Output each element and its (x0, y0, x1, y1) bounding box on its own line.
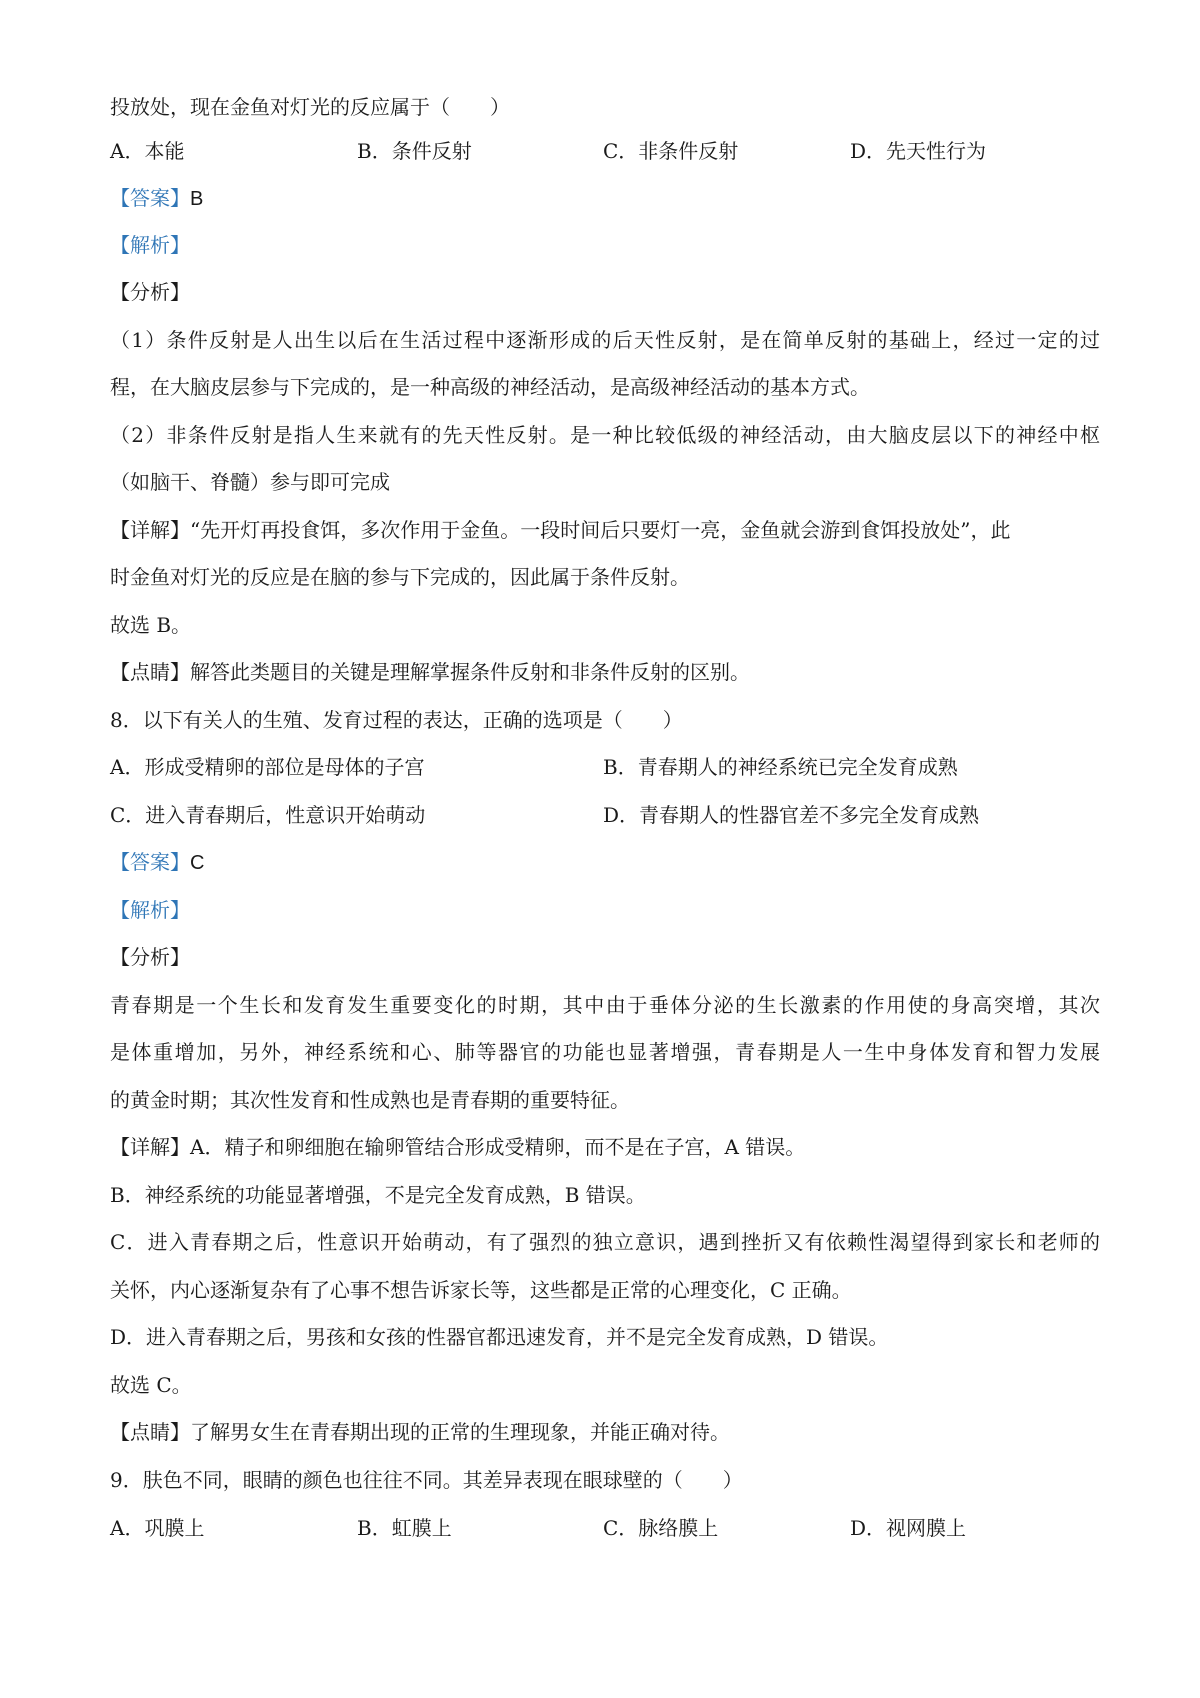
q7-option-a: A．本能 (110, 139, 185, 163)
q7-analysis-tag: 【解析】 (110, 233, 190, 257)
q8-fenxi-line: 是体重增加，另外，神经系统和心、肺等器官的功能也显著增强，青春期是人一生中身体发育和智力发展 (110, 1040, 1100, 1064)
q8-detail-line: B．神经系统的功能显著增强，不是完全发育成熟，B 错误。 (110, 1183, 646, 1207)
answer-value: C (190, 852, 205, 874)
q8-fenxi-line: 青春期是一个生长和发育发生重要变化的时期，其中由于垂体分泌的生长激素的作用使的身高突增，其次 (110, 993, 1100, 1017)
q9-stem: 9．肤色不同，眼睛的颜色也往往不同。其差异表现在眼球壁的（ ） (110, 1468, 743, 1492)
q7-choose: 故选 B。 (110, 613, 192, 637)
dianjing-tag: 【点睛】 (110, 1420, 190, 1444)
q8-stem: 8．以下有关人的生殖、发育过程的表达，正确的选项是（ ） (110, 708, 683, 732)
q8-detail (110, 1133, 1100, 1161)
q7-detail-line: 时金鱼对灯光的反应是在脑的参与下完成的，因此属于条件反射。 (110, 565, 690, 589)
q7-fenxi-line: （如脑干、脊髓）参与即可完成 (110, 470, 390, 494)
q8-fenxi-tag: 【分析】 (110, 945, 190, 969)
q7-dianjing (110, 658, 1100, 686)
q7-option-c: C．非条件反射 (603, 139, 739, 163)
q8-choose: 故选 C。 (110, 1373, 192, 1397)
dianjing-tag: 【点睛】 (110, 660, 190, 684)
q7-fenxi-line: （2）非条件反射是指人生来就有的先天性反射。是一种比较低级的神经活动，由大脑皮层以下的神经中枢 (110, 423, 1100, 447)
dianjing-text: 了解男女生在青春期出现的正常的生理现象，并能正确对待。 (190, 1420, 730, 1444)
q7-fenxi-tag: 【分析】 (110, 280, 190, 304)
q8-answer (110, 848, 1100, 877)
q8-detail-line: 关怀，内心逐渐复杂有了心事不想告诉家长等，这些都是正常的心理变化，C 正确。 (110, 1278, 852, 1302)
q8-option-d: D．青春期人的性器官差不多完全发育成熟 (603, 803, 980, 827)
q8-detail-line: D．进入青春期之后，男孩和女孩的性器官都迅速发育，并不是完全发育成熟，D 错误。 (110, 1325, 889, 1349)
dianjing-text: 解答此类题目的关键是理解掌握条件反射和非条件反射的区别。 (190, 660, 750, 684)
q7-fenxi-line: （1）条件反射是人出生以后在生活过程中逐渐形成的后天性反射，是在简单反射的基础上，经过一定的过 (110, 328, 1100, 352)
q9-option-b: B．虹膜上 (357, 1516, 452, 1540)
q7-answer (110, 184, 1100, 213)
detail-text: “先开灯再投食饵，多次作用于金鱼。一段时间后只要灯一亮，金鱼就会游到食饵投放处”，此 (190, 518, 1011, 542)
q9-option-a: A．巩膜上 (110, 1516, 205, 1540)
q8-analysis-tag: 【解析】 (110, 898, 190, 922)
q7-option-d: D．先天性行为 (850, 139, 987, 163)
q9-option-d: D．视网膜上 (850, 1516, 967, 1540)
answer-tag: 【答案】 (110, 186, 190, 210)
q8-detail-line: C．进入青春期之后，性意识开始萌动，有了强烈的独立意识，遇到挫折又有依赖性渴望得到家长和老师的 (110, 1230, 1100, 1254)
q7-option-b: B．条件反射 (357, 139, 472, 163)
q8-dianjing (110, 1418, 1100, 1446)
q8-fenxi-line: 的黄金时期；其次性发育和性成熟也是青春期的重要特征。 (110, 1088, 630, 1112)
detail-tag: 【详解】 (110, 1135, 190, 1159)
q7-stem-tail: 投放处，现在金鱼对灯光的反应属于（ ） (110, 95, 510, 119)
answer-value: B (190, 188, 204, 210)
q7-fenxi-line: 程，在大脑皮层参与下完成的，是一种高级的神经活动，是高级神经活动的基本方式。 (110, 375, 870, 399)
q9-option-c: C．脉络膜上 (603, 1516, 719, 1540)
q8-option-a: A．形成受精卵的部位是母体的子宫 (110, 755, 425, 779)
q7-detail (110, 516, 1100, 544)
q8-option-b: B．青春期人的神经系统已完全发育成熟 (603, 755, 958, 779)
detail-tag: 【详解】 (110, 518, 190, 542)
detail-text: A．精子和卵细胞在输卵管结合形成受精卵，而不是在子宫，A 错误。 (190, 1135, 806, 1159)
answer-tag: 【答案】 (110, 850, 190, 874)
q8-option-c: C．进入青春期后，性意识开始萌动 (110, 803, 426, 827)
